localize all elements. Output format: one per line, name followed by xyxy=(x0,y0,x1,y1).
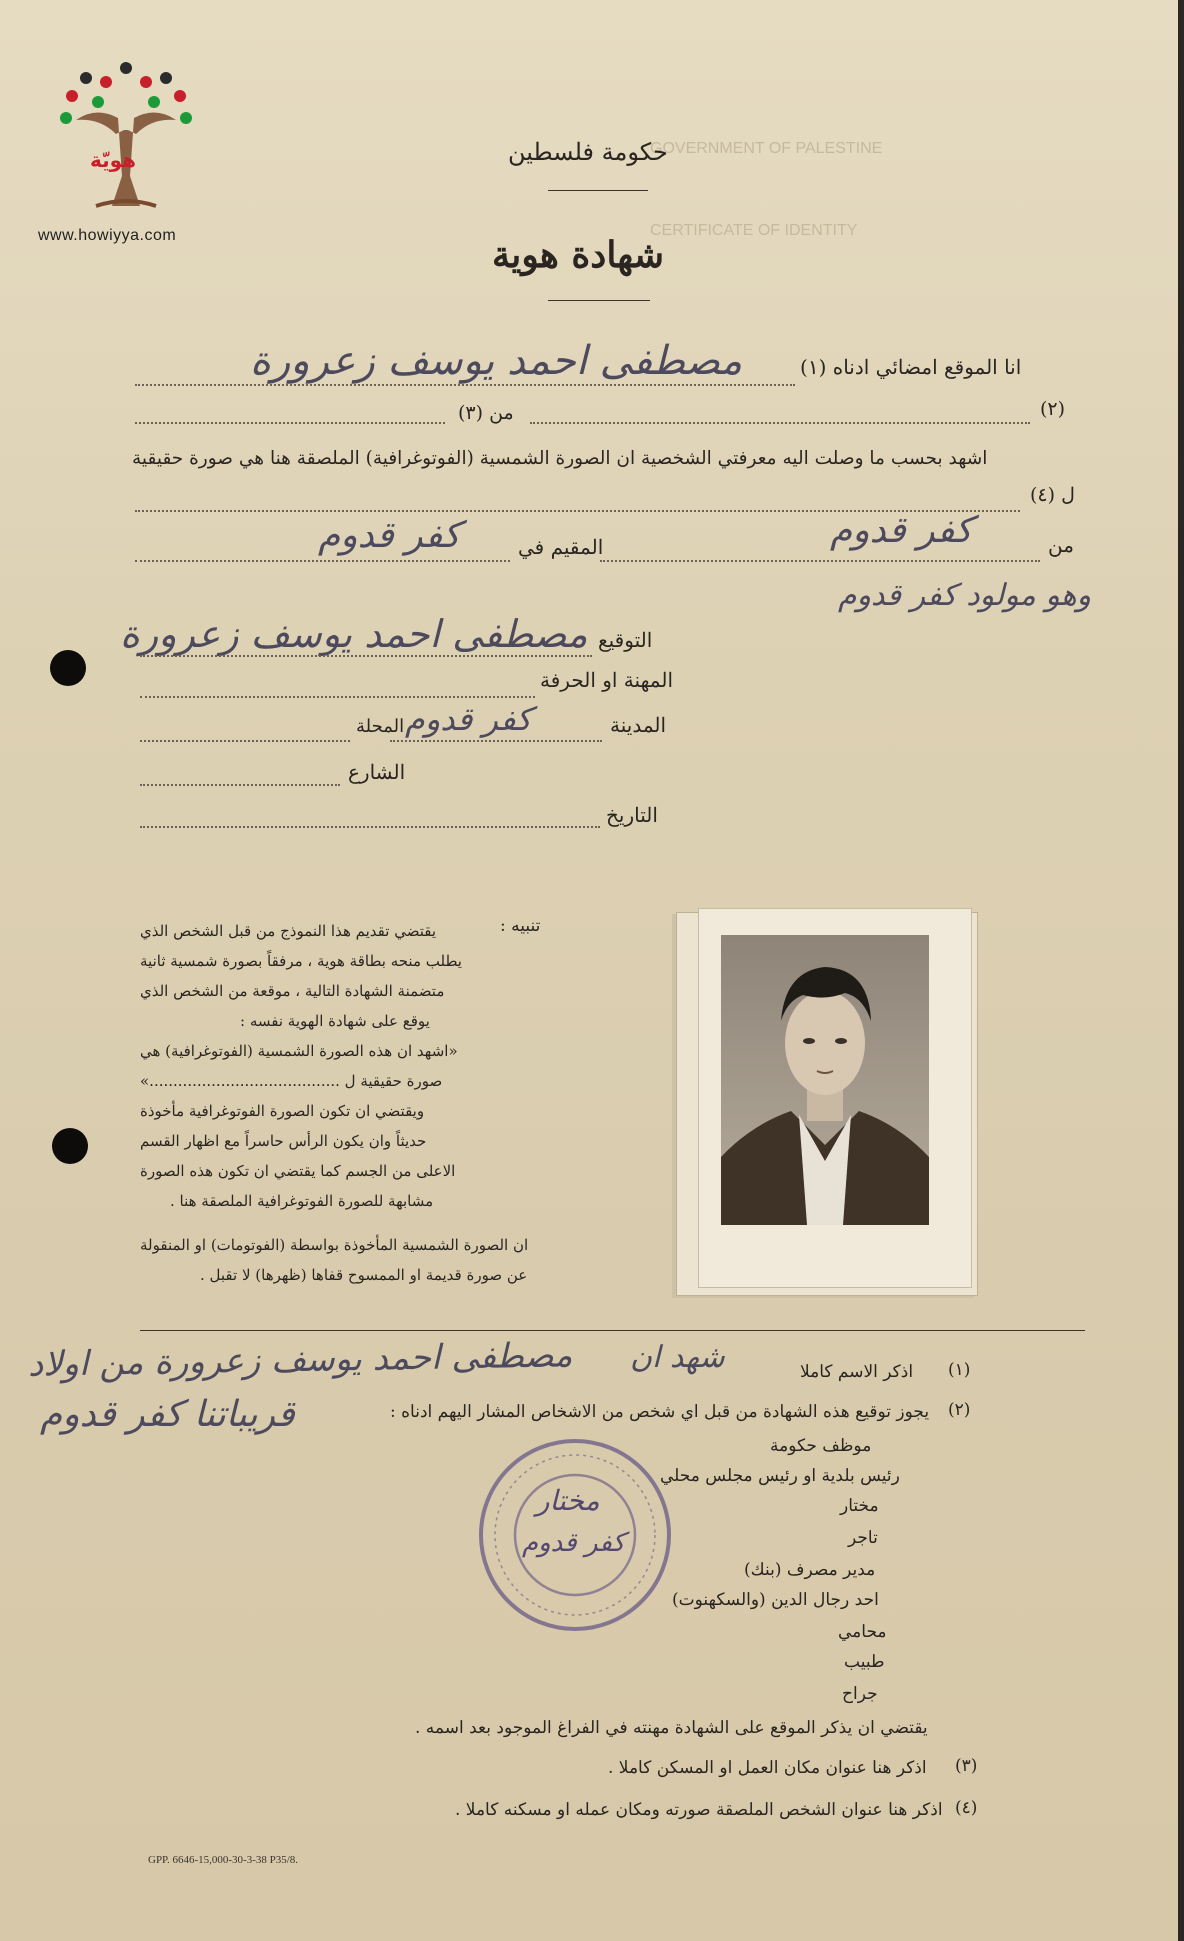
handwritten-attestation: شهد ان xyxy=(630,1340,725,1375)
footnote-number: (٤) xyxy=(955,1798,978,1818)
city-label: المدينة xyxy=(610,713,667,737)
notice-line: صورة حقيقية ل ........................................» xyxy=(140,1072,443,1090)
street-label: الشارع xyxy=(348,760,406,784)
resident-label: المقيم في xyxy=(518,535,604,559)
howiyya-logo xyxy=(56,56,196,226)
footnote-number: (٣) xyxy=(955,1756,978,1776)
intro-value: مصطفى احمد يوسف زعرورة xyxy=(250,338,743,384)
footnote-text: اذكر الاسم كاملا xyxy=(800,1362,914,1382)
profession-line xyxy=(140,696,535,698)
footnote-number: (١) xyxy=(948,1360,971,1380)
attest-text: اشهد بحسب ما وصلت اليه معرفتي الشخصية ان الصورة الشمسية (الفوتوغرافية) الملصقة هنا هي صورة حقيقية xyxy=(132,448,988,469)
person-item: طبيب xyxy=(844,1652,885,1672)
person-item: رئيس بلدية او رئيس مجلس محلي xyxy=(660,1466,900,1486)
notice-line: حديثاً وان يكون الرأس حاسراً مع اظهار القسم xyxy=(140,1132,427,1150)
quarter-label: المحلة xyxy=(356,716,405,737)
profession-label: المهنة او الحرفة xyxy=(540,668,673,692)
intro-line xyxy=(135,384,795,386)
applicant-photo xyxy=(721,935,929,1225)
person-item: مدير مصرف (بنك) xyxy=(744,1560,876,1580)
line xyxy=(530,422,1030,424)
street-line xyxy=(140,784,340,786)
notice-line: يقتضي تقديم هذا النموذج من قبل الشخص الذي xyxy=(140,922,437,940)
printer-mark: GPP. 6646-15,000-30-3-38 P35/8. xyxy=(148,1854,299,1866)
punch-hole xyxy=(52,1128,88,1164)
ghost-text: GOVERNMENT OF PALESTINE xyxy=(650,140,883,157)
page-title: شهادة هوية xyxy=(492,234,665,276)
signature-value: مصطفى احمد يوسف زعرورة xyxy=(120,612,588,656)
footnote-number: (٢) xyxy=(948,1400,971,1420)
person-item: محامي xyxy=(838,1622,887,1642)
line xyxy=(135,422,445,424)
logo-text: هويّة xyxy=(90,148,137,172)
signature-label: التوقيع xyxy=(598,628,653,652)
notice-line: عن صورة قديمة او الممسوح قفاها (ظهرها) لا تقبل . xyxy=(200,1266,528,1284)
stamp-text: كفر قدوم xyxy=(522,1528,625,1558)
notice-heading: تنبيه : xyxy=(500,916,541,936)
punch-hole xyxy=(50,650,86,686)
notice-line: ويقتضي ان تكون الصورة الفوتوغرافية مأخوذة xyxy=(140,1102,425,1120)
person-item: مختار xyxy=(840,1496,879,1516)
footnote-text: اذكر هنا عنوان الشخص الملصقة صورته ومكان عمله او مسكنه كاملا . xyxy=(455,1800,943,1820)
person-item: جراح xyxy=(842,1684,878,1704)
person-item: تاجر xyxy=(848,1528,878,1548)
date-line xyxy=(140,826,600,828)
line xyxy=(390,740,602,742)
person-item: احد رجال الدين (والسكهنوت) xyxy=(672,1590,879,1610)
intro-label: انا الموقع امضائي ادناه (١) xyxy=(800,355,1022,379)
line xyxy=(140,655,592,657)
person-item: موظف حكومة xyxy=(770,1436,872,1456)
handwritten-attestation: مصطفى احمد يوسف زعرورة من اولاد xyxy=(27,1335,573,1385)
profession-note: يقتضي ان يذكر الموقع على الشهادة مهنته في الفراغ الموجود بعد اسمه . xyxy=(415,1718,928,1738)
city-value: كفر قدوم xyxy=(405,700,532,738)
handwritten-attestation: قريباتنا كفر قدوم xyxy=(40,1394,295,1435)
line xyxy=(140,740,350,742)
notice-line: مشابهة للصورة الفوتوغرافية الملصقة هنا . xyxy=(170,1192,434,1210)
government-title: حكومة فلسطين xyxy=(508,138,668,166)
notice-line: «اشهد ان هذه الصورة الشمسية (الفوتوغرافية) هي xyxy=(140,1042,458,1060)
from-label: من xyxy=(1048,533,1074,557)
from-value: كفر قدوم xyxy=(830,510,973,551)
from-label: من (٣) xyxy=(458,402,514,424)
notice-line: يوقع على شهادة الهوية نفسه : xyxy=(240,1012,430,1030)
footnote-text: يجوز توقيع هذه الشهادة من قبل اي شخص من الاشخاص المشار اليهم ادناه : xyxy=(390,1402,930,1422)
notice-line: يطلب منحه بطاقة هوية ، مرفقاً بصورة شمسية ثانية xyxy=(140,952,462,970)
divider xyxy=(548,300,650,301)
logo-url: www.howiyya.com xyxy=(38,227,177,244)
note-number: ل (٤) xyxy=(1030,484,1075,506)
divider xyxy=(548,190,648,191)
footnote-text: اذكر هنا عنوان مكان العمل او المسكن كاملا . xyxy=(608,1758,927,1778)
line xyxy=(135,560,510,562)
notice-line: ان الصورة الشمسية المأخوذة بواسطة (الفوتومات) او المنقولة xyxy=(140,1236,529,1254)
ghost-text: CERTIFICATE OF IDENTITY xyxy=(650,222,858,239)
resident-value: كفر قدوم xyxy=(318,515,461,556)
margin-note: وهو مولود كفر قدوم xyxy=(838,578,1092,613)
note-number: (٢) xyxy=(1040,398,1066,420)
date-label: التاريخ xyxy=(606,803,658,827)
stamp-text: مختار xyxy=(536,1484,600,1517)
line xyxy=(600,560,1040,562)
divider xyxy=(140,1330,1085,1331)
notice-line: الاعلى من الجسم كما يقتضي ان تكون هذه الصورة xyxy=(140,1162,456,1180)
notice-line: متضمنة الشهادة التالية ، موقعة من الشخص الذي xyxy=(140,982,445,1000)
